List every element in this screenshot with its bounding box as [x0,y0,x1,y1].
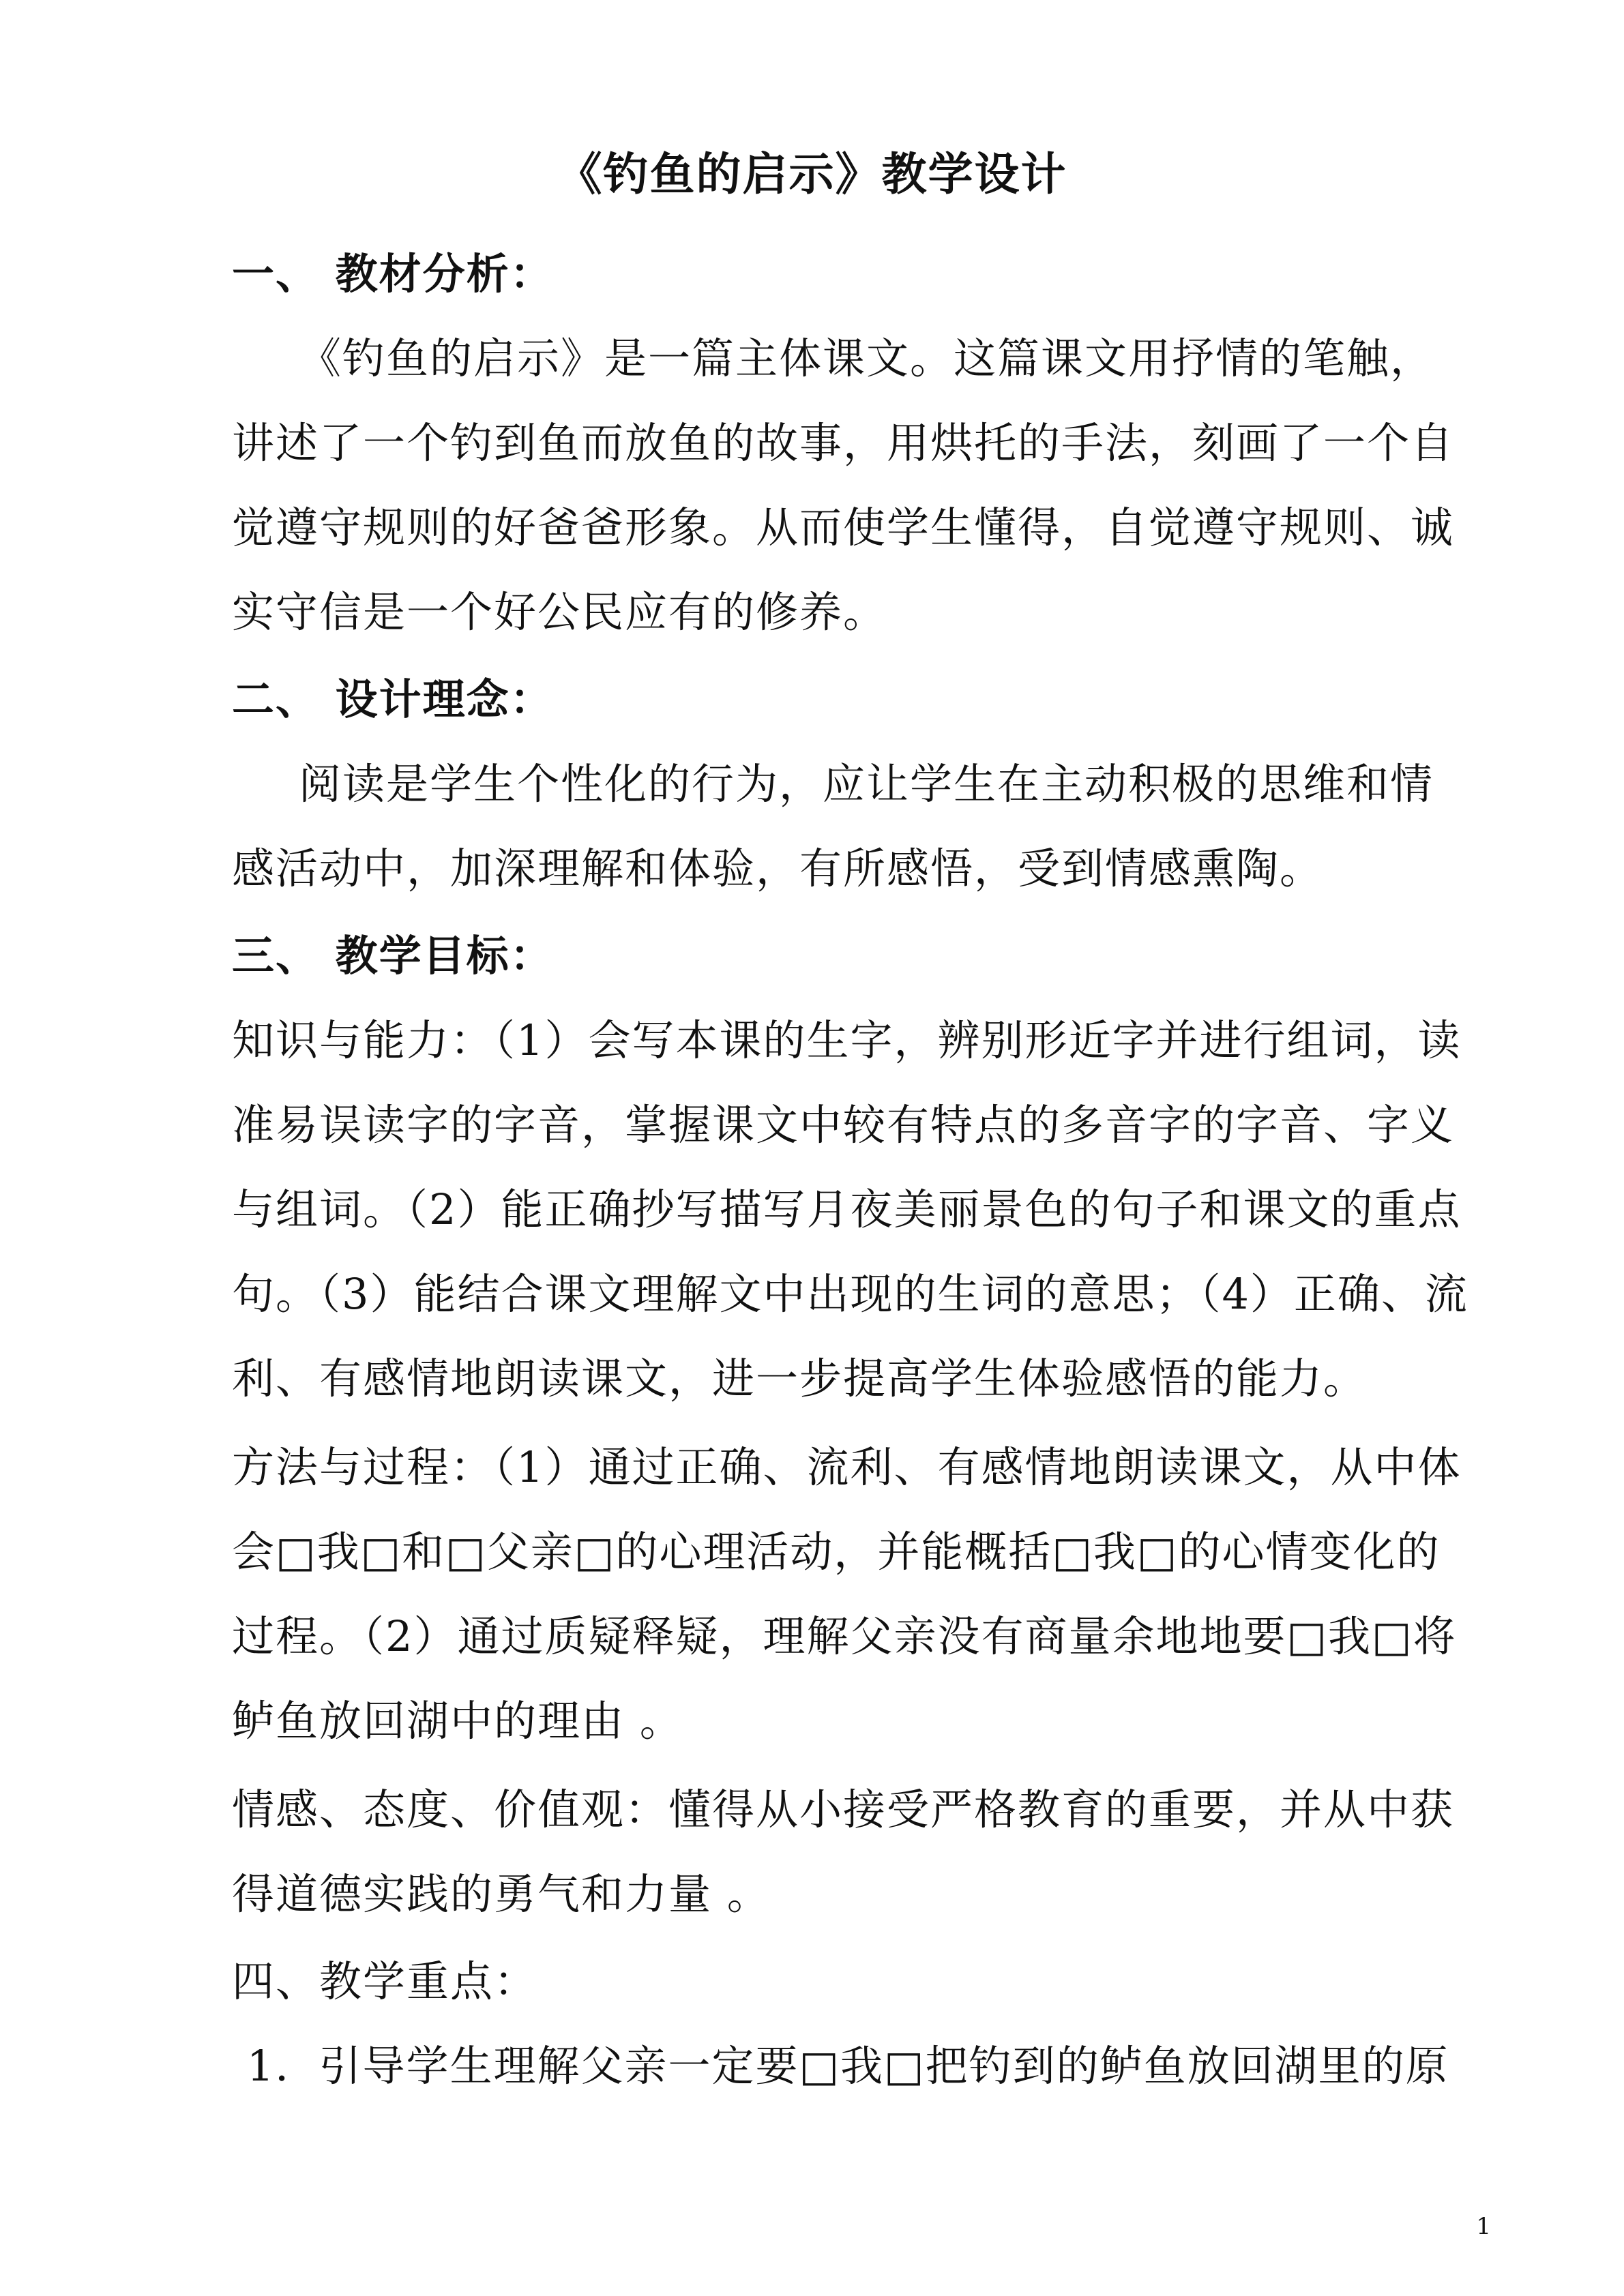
goals-emotion-paragraph: 情感、态度、价值观：懂得从小接受严格教育的重要，并从中获得道德实践的勇气和力量 。 [232,1785,1455,1919]
section-heading-goals: 三、 教学目标： [232,931,554,981]
page-number: 1 [1476,2213,1491,2240]
goals-method-paragraph: 方法与过程：（1）通过正确、流利、有感情地朗读课文，从中体会□我□和□父亲□的心理活动，并能概括□我□的心情变化的过程。（2）通过质疑释疑，理解父亲没有商量余地地要□我□将鲈鱼放回湖中的理由 。 [232,1442,1462,1746]
section-heading-analysis: 一、 教材分析： [232,249,554,299]
goals-knowledge-paragraph: 知识与能力：（1）会写本课的生字，辨别形近字并进行组词，读准易误读字的字音，掌握课文中较有特点的多音字的字音、字义与组词。（2）能正确抄写描写月夜美丽景色的句子和课文的重点句。（3）能结合课文理解文中出现的生词的意思；（4）正确、流利、有感情地朗读课文，进一步提高学生体验感悟的能力。 [232,1015,1468,1403]
section-heading-concept: 二、 设计理念： [232,674,554,724]
document-title: 《钓鱼的启示》教学设计 [557,147,1067,200]
focus-item-1: 1．引导学生理解父亲一定要□我□把钓到的鲈鱼放回湖里的原 [247,2041,1449,2091]
concept-paragraph: 阅读是学生个性化的行为，应让学生在主动积极的思维和情感活动中，加深理解和体验，有所感悟，受到情感熏陶。 [232,759,1434,893]
section-heading-focus: 四、教学重点： [232,1956,538,2006]
document-body [232,232,1473,2108]
analysis-paragraph: 《钓鱼的启示》是一篇主体课文。这篇课文用抒情的笔触，讲述了一个钓到鱼而放鱼的故事，用烘托的手法，刻画了一个自觉遵守规则的好爸爸形象。从而使学生懂得，自觉遵守规则、诚实守信是一个好公民应有的修养。 [232,333,1455,637]
